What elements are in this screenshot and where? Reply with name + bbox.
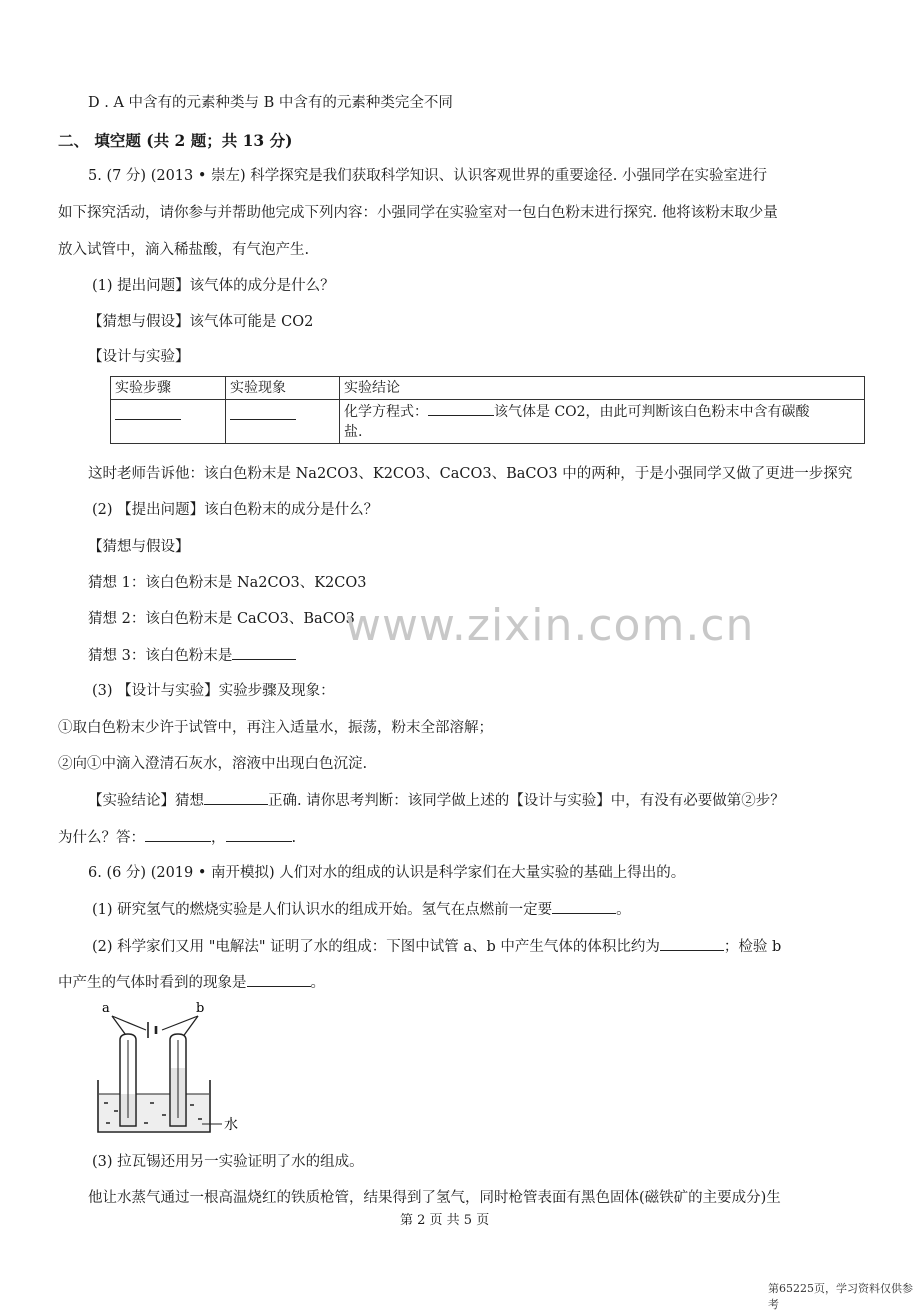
cell-steps-blank [111, 400, 226, 444]
label-a: a [102, 1001, 110, 1016]
q5-guess-3 [88, 645, 296, 666]
q6-part-2 [92, 936, 781, 957]
answer-blank[interactable] [660, 936, 724, 951]
q5-intro-line-1: 5. (7 分) (2013 • 崇左) 科学探究是我们获取科学知识、认识客观世界的重要途径. 小强同学在实验室进行 [88, 168, 768, 184]
q5-hypothesis-heading: 【猜想与假设】 [88, 539, 190, 555]
q6-part-2-cont-text: 中产生的气体时看到的现象是 [58, 975, 247, 991]
q5-guess-3-text: 猜想 3：该白色粉末是 [88, 648, 233, 664]
q5-step-2: ②向①中滴入澄清石灰水，溶液中出现白色沉淀. [58, 756, 368, 772]
q5-part-1: (1) 提出问题】该气体的成分是什么？ [92, 278, 335, 294]
q5-hypothesis-1: 【猜想与假设】该气体可能是 CO2 [88, 314, 314, 330]
section-title-fill-blank: 二、 填空题 (共 2 题；共 13 分) [58, 131, 293, 150]
answer-blank[interactable] [232, 645, 296, 660]
q5-conclusion-a: 【实验结论】猜想 [88, 793, 204, 809]
answer-blank[interactable] [247, 972, 311, 987]
q5-step-1: ①取白色粉末少许于试管中，再注入适量水，振荡，粉末全部溶解； [58, 720, 493, 736]
equation-blank[interactable] [428, 401, 494, 416]
q5-part-2: (2) 【提出问题】该白色粉末的成分是什么？ [92, 502, 379, 518]
answer-blank[interactable] [204, 790, 268, 805]
header-phenomenon: 实验现象 [226, 377, 340, 400]
q5-why-a: 为什么？答： [58, 830, 145, 846]
page-number: 第 2 页 共 5 页 [400, 1213, 490, 1228]
q5-why [58, 827, 296, 848]
answer-blank[interactable] [115, 405, 181, 420]
answer-blank[interactable] [230, 405, 296, 420]
table-row [111, 400, 865, 444]
q6-part-2-mid: ；检验 b [723, 939, 782, 955]
answer-blank[interactable] [552, 899, 616, 914]
conclusion-text: 该气体是 CO2，由此可判断该白色粉末中含有碳酸 [494, 404, 810, 420]
answer-blank[interactable] [145, 827, 211, 842]
q5-part-3: (3) 【设计与实验】实验步骤及现象： [92, 683, 335, 699]
watermark: www.zixin.com.cn [345, 600, 755, 651]
q6-part-2-end: 。 [310, 975, 325, 991]
cell-phenomenon-blank [226, 400, 340, 444]
q5-conclusion-b: 正确. 请你思考判断：该同学做上述的【设计与实验】中，有没有必要做第②步？ [268, 793, 785, 809]
q6-intro: 6. (6 分) (2019 • 南开模拟) 人们对水的组成的认识是科学家们在大量实验的基础上得出的。 [88, 865, 686, 881]
q5-intro-line-3: 放入试管中，滴入稀盐酸，有气泡产生. [58, 242, 310, 258]
q5-why-b: ， [211, 830, 226, 846]
q5-teacher-note: 这时老师告诉他：该白色粉末是 Na2CO3、K2CO3、CaCO3、BaCO3 中的两种，于是小强同学又做了更进一步探究 [88, 466, 853, 482]
equation-label: 化学方程式： [344, 404, 428, 420]
q6-part-1-text: (1) 研究氢气的燃烧实验是人们认识水的组成开始。氢气在点燃前一定要 [92, 902, 553, 918]
header-steps: 实验步骤 [111, 377, 226, 400]
q5-design-heading: 【设计与实验】 [88, 349, 190, 365]
conclusion-text-cont: 盐. [344, 424, 363, 440]
table-header-row [111, 377, 865, 400]
q5-intro-line-2: 如下探究活动，请你参与并帮助他完成下列内容：小强同学在实验室对一包白色粉末进行探究. 他将该粉末取少量 [58, 205, 778, 221]
q6-part-3-cont: 他让水蒸气通过一根高温烧红的铁质枪管，结果得到了氢气，同时枪管表面有黑色固体(磁铁矿的主要成分)生 [88, 1190, 781, 1206]
option-d: D . A 中含有的元素种类与 B 中含有的元素种类完全不同 [88, 95, 453, 111]
label-b: b [196, 1001, 205, 1016]
electrolysis-figure [90, 998, 250, 1138]
q5-conclusion [88, 790, 785, 811]
q6-part-2-cont [58, 972, 325, 993]
q5-why-c: . [291, 830, 297, 846]
cell-conclusion [340, 400, 865, 444]
q6-part-1-end: 。 [616, 902, 631, 918]
footer-note: 第65225页，学习资料仅供参考 [768, 1282, 913, 1311]
experiment-table [110, 376, 865, 444]
q6-part-1 [92, 899, 631, 920]
q5-guess-2: 猜想 2：该白色粉末是 CaCO3、BaCO3 [88, 611, 355, 627]
q6-part-3: (3) 拉瓦锡还用另一实验证明了水的组成。 [92, 1154, 364, 1170]
label-water: 水 [224, 1117, 238, 1133]
header-conclusion: 实验结论 [340, 377, 865, 400]
answer-blank[interactable] [226, 827, 292, 842]
q6-part-2-text: (2) 科学家们又用 "电解法" 证明了水的组成：下图中试管 a、b 中产生气体的体积比约为 [92, 939, 660, 955]
q5-guess-1: 猜想 1：该白色粉末是 Na2CO3、K2CO3 [88, 575, 367, 591]
